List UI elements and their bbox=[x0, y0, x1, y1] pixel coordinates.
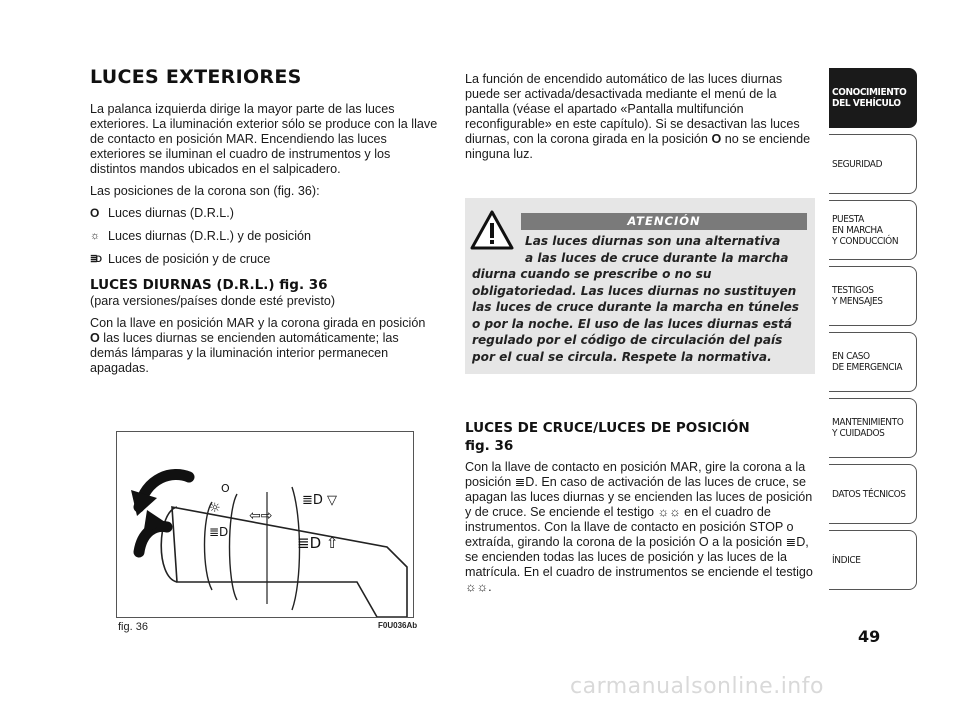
cruce-paragraph: Con la llave de contacto en posición MAR, gire la corona a la posición ≣D. En caso de activación de las luces de cruce, se apagan las luces diurnas y se encienden las luces de posición y de cruce. Se enciende el testigo ☼☼ en el cuadro de instrumentos. Con la llave de contacto en posición STOP o extraída, girando la corona de la posición O a la posición ≣D, se encienden todas las luces de posición y las luces de la matrícula. En el cuadro de instrumentos se enciende el testigo ☼☼. bbox=[465, 460, 813, 594]
drl-paragraph: Con la llave en posición MAR y la corona girada en posición O las luces diurnas se encienden automáticamente; las demás lámparas y la iluminación interior permanecen apagadas. bbox=[90, 316, 426, 375]
drl-heading: LUCES DIURNAS (D.R.L.) fig. 36 bbox=[90, 277, 328, 293]
position-label: Luces diurnas (D.R.L.) bbox=[108, 206, 234, 220]
position-item-drl-side bbox=[90, 229, 438, 244]
svg-text:≣D ▽: ≣D ▽ bbox=[302, 493, 338, 508]
svg-text:☼: ☼ bbox=[209, 501, 221, 516]
tab-datos-tecnicos[interactable]: DATOS TÉCNICOS bbox=[829, 464, 917, 524]
right-column-lower bbox=[465, 420, 815, 602]
warning-box bbox=[465, 198, 815, 374]
section-title: LUCES EXTERIORES bbox=[90, 66, 302, 88]
side-light-icon: ☼ bbox=[90, 230, 101, 242]
svg-text:≣D: ≣D bbox=[209, 525, 229, 539]
position-item-dipped bbox=[90, 252, 438, 267]
cruce-heading-fig: fig. 36 bbox=[465, 438, 514, 454]
positions-intro: Las posiciones de la corona son (fig. 36): bbox=[90, 184, 320, 198]
cruce-heading: LUCES DE CRUCE/LUCES DE POSICIÓN bbox=[465, 420, 750, 436]
drl-subheading: (para versiones/países donde esté previsto) bbox=[90, 294, 336, 308]
page-number: 49 bbox=[858, 627, 881, 646]
right-column bbox=[465, 72, 815, 169]
figure-caption: fig. 36 bbox=[118, 621, 148, 633]
ring-off-icon: O bbox=[90, 206, 100, 220]
tab-mantenimiento[interactable]: MANTENIMIENTO Y CUIDADOS bbox=[829, 398, 917, 458]
svg-text:O: O bbox=[221, 482, 230, 495]
tab-testigos[interactable]: TESTIGOS Y MENSAJES bbox=[829, 266, 917, 326]
ring-off-icon: O bbox=[90, 331, 100, 345]
tab-puesta-en-marcha[interactable]: PUESTA EN MARCHA Y CONDUCCIÓN bbox=[829, 200, 917, 260]
light-lever-drawing bbox=[117, 432, 413, 617]
left-column bbox=[90, 66, 438, 383]
warning-label: ATENCIÓN bbox=[521, 213, 807, 230]
dipped-beam-icon: ≣D bbox=[90, 254, 101, 264]
chapter-tabs bbox=[829, 68, 917, 596]
position-label: Luces diurnas (D.R.L.) y de posición bbox=[108, 229, 311, 243]
warning-text: Las luces diurnas son una alternativa a las luces de cruce durante la marcha diurna cuando se prescribe o no su obligatoriedad. Las luces diurnas no sustituyen las luces de cruce durante la marcha en túneles o por la noche. El uso de las luces diurnas está regulado por el código de circulación del país por el cual se circula. Respete la normativa. bbox=[472, 234, 800, 364]
ring-off-icon: O bbox=[711, 132, 722, 146]
intro-paragraph: La palanca izquierda dirige la mayor parte de las luces exteriores. La iluminación exterior sólo se produce con la llave de contacto en posición MAR. Encendiendo las luces exteriores se iluminan el cuadro de instrumentos y los distintos mandos ubicados en el salpicadero. bbox=[90, 102, 438, 176]
svg-text:≣D ⇧: ≣D ⇧ bbox=[297, 534, 339, 552]
tab-emergencia[interactable]: EN CASO DE EMERGENCIA bbox=[829, 332, 917, 392]
watermark: carmanualsonline.info bbox=[570, 674, 824, 699]
position-label: Luces de posición y de cruce bbox=[108, 252, 271, 266]
tab-indice[interactable]: ÍNDICE bbox=[829, 530, 917, 590]
position-item-drl bbox=[90, 206, 438, 221]
tab-conocimiento[interactable]: CONOCIMIENTO DEL VEHÍCULO bbox=[829, 68, 917, 128]
auto-function-paragraph: La función de encendido automático de las luces diurnas puede ser activada/desactivada mediante el menú de la pantalla (véase el apartado «Pantalla multifunción reconfigurable» en este capítulo). Si se desactivan las luces diurnas, con la corona girada en la posición O no se enciende ninguna luz. bbox=[465, 72, 811, 161]
svg-text:⇦⇨: ⇦⇨ bbox=[249, 508, 273, 524]
figure-code: F0U036Ab bbox=[378, 621, 418, 630]
figure-lever-illustration bbox=[116, 431, 414, 618]
tab-seguridad[interactable]: SEGURIDAD bbox=[829, 134, 917, 194]
